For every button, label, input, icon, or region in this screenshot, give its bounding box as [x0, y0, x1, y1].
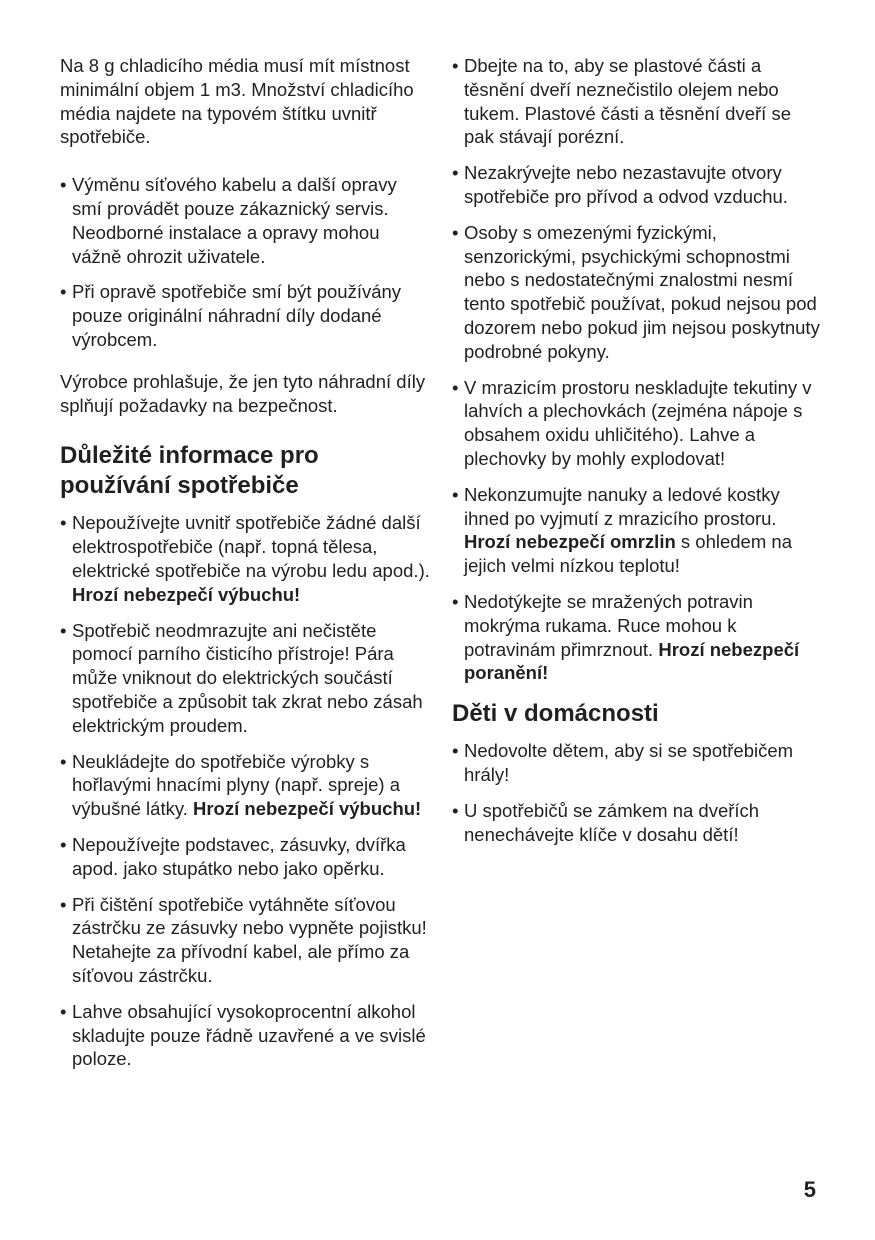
list-item-text: Osoby s omezenými fyzickými, senzorickými, psychickými schopnostmi nebo s nedostatečnými znalostmi nesmí tento spotřebič používat, pokud nejsou pod dozorem nebo pokud jim nejsou poskytnuty podrobné pokyny.	[464, 221, 820, 362]
list-item	[60, 893, 430, 988]
manufacturer-paragraph: Výrobce prohlašuje, že jen tyto náhradní díly splňují požadavky na bezpečnost.	[60, 370, 426, 416]
bullet-icon: •	[452, 55, 459, 76]
page-number: 5	[803, 1177, 816, 1202]
list-item-text: Nekonzumujte nanuky a ledové kostky ihned po vyjmutí z mrazicího prostoru.	[464, 483, 780, 529]
list-item-text: Výměnu síťového kabelu a další opravy smí provádět pouze zákaznický servis. Neodborné instalace a opravy mohou vážně ohrozit uživatele.	[72, 174, 397, 267]
list-item-text: Nepoužívejte podstavec, zásuvky, dvířka apod. jako stupátko nebo jako opěrku.	[72, 833, 406, 879]
list-item-text: Neukládejte do spotřebiče výrobky s hořlavými hnacími plyny (např. spreje) a výbušné látky.	[72, 750, 400, 820]
list-item-text-continued: s ohledem na jejich velmi nízkou teplotu!	[464, 531, 792, 577]
heading-line-1: Důležité informace pro	[60, 442, 319, 470]
heading-line-2: používání spotřebiče	[60, 472, 299, 500]
bullet-icon: •	[60, 750, 67, 772]
left-column	[60, 54, 430, 1083]
bullet-icon: •	[452, 376, 459, 398]
list-item-text: Lahve obsahující vysokoprocentní alkohol skladujte pouze řádně uzavřené a ve svislé poloze.	[72, 1000, 426, 1070]
bullet-icon: •	[60, 833, 67, 855]
list-item	[452, 54, 824, 149]
right-column	[452, 54, 824, 858]
list-item	[452, 483, 824, 578]
list-item	[452, 799, 824, 847]
list-item-text: U spotřebičů se zámkem na dveřích nenechávejte klíče v dosahu dětí!	[464, 799, 760, 845]
list-item	[452, 376, 824, 471]
list-item	[60, 619, 430, 738]
list-item	[60, 1000, 430, 1071]
bullet-icon: •	[60, 893, 67, 915]
list-item-text: Spotřebič neodmrazujte ani nečistěte pomocí parního čisticího přístroje! Pára může vniknout do elektrických součástí spotřebiče a způsobit tak zkrat nebo zásah elektrickým proudem.	[72, 619, 423, 736]
list-item	[452, 221, 824, 364]
list-item-text: Nezakrývejte nebo nezastavujte otvory spotřebiče pro přívod a odvod vzduchu.	[464, 162, 788, 207]
warning-text: Hrozí nebezpečí výbuchu!	[72, 583, 301, 605]
bullet-icon: •	[60, 619, 67, 641]
list-item	[60, 173, 430, 268]
bullet-icon: •	[452, 221, 459, 243]
bullet-icon: •	[452, 162, 459, 184]
list-item-text: V mrazicím prostoru neskladujte tekutiny v lahvích a plechovkách (zejména nápoje s obsahem oxidu uhličitého). Lahve a plechovky by mohly explodovat!	[464, 376, 812, 469]
list-item	[452, 739, 824, 787]
warning-text: Hrozí nebezpečí poranění!	[464, 638, 800, 684]
warning-text: Hrozí nebezpečí výbuchu!	[193, 798, 422, 820]
list-item-text: Dbejte na to, aby se plastové části a těsnění dveří neznečistilo olejem nebo tukem. Plastové části a těsnění dveří se pak stávají porézní.	[464, 55, 791, 148]
section-heading-children: Děti v domácnosti	[452, 700, 659, 728]
section-heading-usage	[60, 441, 430, 501]
bullet-icon: •	[60, 174, 67, 196]
list-item-text: Nedotýkejte se mražených potravin mokrýma rukama. Ruce mohou k potravinám přimrznout.	[464, 590, 753, 660]
list-item-text: Při opravě spotřebiče smí být používány pouze originální náhradní díly dodané výrobcem.	[72, 281, 402, 350]
bullet-icon: •	[452, 799, 459, 821]
list-item-text: Při čištění spotřebiče vytáhněte síťovou zástrčku ze zásuvky nebo vypněte pojistku! Netahejte za přívodní kabel, ale přímo za síťovou zástrčku.	[72, 893, 427, 986]
list-item-text: Nedovolte dětem, aby si se spotřebičem hrály!	[464, 740, 794, 785]
bullet-icon: •	[452, 483, 459, 505]
warning-text: Hrozí nebezpečí omrzlin	[464, 531, 676, 553]
list-item	[452, 590, 824, 685]
list-item	[60, 511, 430, 606]
list-item	[60, 750, 430, 821]
bullet-icon: •	[452, 740, 459, 762]
bullet-icon: •	[60, 281, 67, 303]
bullet-icon: •	[60, 512, 67, 534]
intro-paragraph: Na 8 g chladicího média musí mít místnost minimální objem 1 m3. Množství chladicího média najdete na typovém štítku uvnitř spotřebiče.	[60, 55, 414, 148]
bullet-icon: •	[60, 1000, 67, 1022]
list-item	[60, 833, 430, 881]
list-item	[60, 280, 430, 351]
list-item-text: Nepoužívejte uvnitř spotřebiče žádné další elektrospotřebiče (např. topná tělesa, elektrické spotřebiče na výrobu ledu apod.).	[72, 512, 430, 581]
bullet-icon: •	[452, 590, 459, 612]
list-item	[452, 161, 824, 209]
